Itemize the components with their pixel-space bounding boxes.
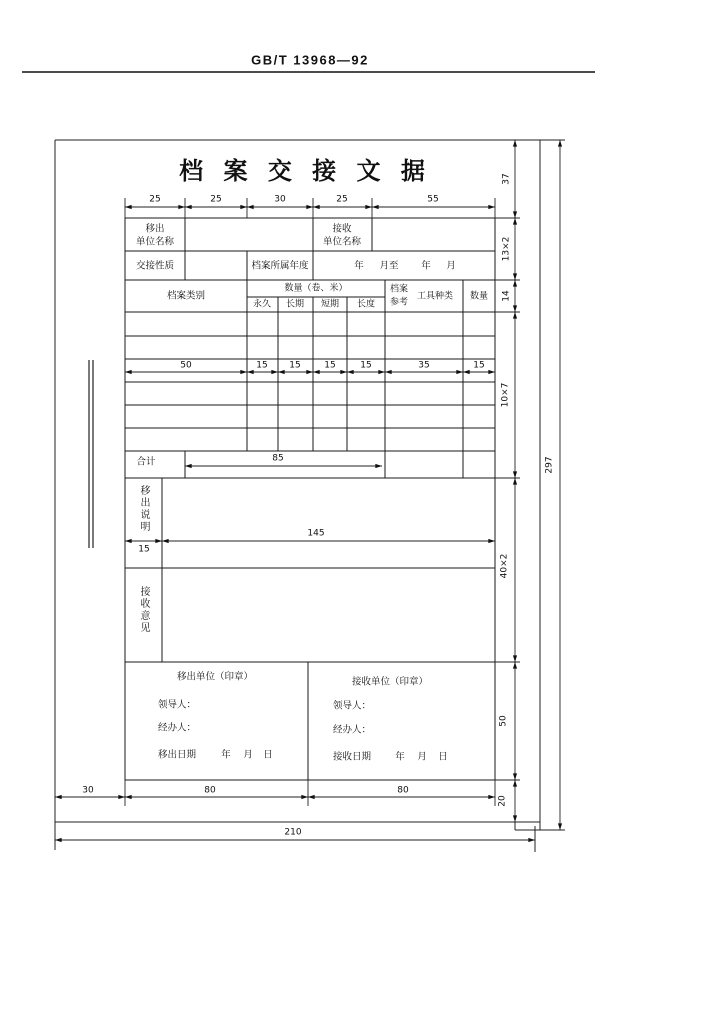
dimension-label-page-height: 297 xyxy=(544,456,555,474)
dimension-label-label-column: 15 xyxy=(138,544,150,555)
form-title: 档 案 交 接 文 据 xyxy=(179,157,431,185)
dimension-label-right: 13×2 xyxy=(501,236,512,262)
reference-tool-type-label: 工具种类 xyxy=(416,291,454,302)
receive-date-day: 日 xyxy=(438,751,448,763)
standard-number: GB/T 13968—92 xyxy=(251,52,369,68)
dimension-label-top: 25 xyxy=(336,194,348,205)
receive-unit-label-line2: 单位名称 xyxy=(322,236,362,248)
receive-handler-label: 经办人： xyxy=(333,724,372,736)
receive-date-month: 月 xyxy=(417,751,427,763)
dimension-label-right: 20 xyxy=(497,795,508,807)
transfer-unit-seal-heading: 移出单位（印章） xyxy=(176,671,254,683)
dimension-label-column: 35 xyxy=(418,360,430,371)
dimension-label-top: 25 xyxy=(210,194,222,205)
dimension-label-total-span: 85 xyxy=(272,453,284,464)
count-label: 数量 xyxy=(469,291,489,302)
archive-category-label: 档案类别 xyxy=(166,290,206,302)
dimension-label-page-width: 210 xyxy=(284,827,302,838)
quantity-label: 数量（卷、米） xyxy=(284,283,348,294)
receive-leader-label: 领导人： xyxy=(333,700,372,712)
total-label: 合计 xyxy=(136,456,156,468)
dimension-label-top: 30 xyxy=(274,194,286,205)
dimension-label-column: 15 xyxy=(289,360,301,371)
year-range-year-end: 年 xyxy=(421,260,431,272)
dimension-label-right: 14 xyxy=(501,290,512,302)
transfer-date-day: 日 xyxy=(263,749,273,761)
form-table-grid xyxy=(125,218,495,780)
retention-long-term-label: 长期 xyxy=(285,299,305,310)
reference-tool-label-line2: 参考 xyxy=(389,297,409,308)
receive-unit-seal-heading: 接收单位（印章） xyxy=(351,676,429,688)
page-frame xyxy=(55,140,565,852)
dimension-label-right: 10×7 xyxy=(500,382,511,408)
dimension-label-column: 15 xyxy=(324,360,336,371)
dimension-label-column: 15 xyxy=(256,360,268,371)
binding-marks xyxy=(89,360,93,548)
handover-nature-label: 交接性质 xyxy=(135,260,175,272)
transfer-date-year: 年 xyxy=(221,749,231,761)
retention-permanent-label: 永久 xyxy=(252,299,272,310)
archive-year-label: 档案所属年度 xyxy=(251,260,309,272)
dimension-label-column: 15 xyxy=(360,360,372,371)
dimension-label-right: 50 xyxy=(498,715,509,727)
receive-unit-label-line1: 接收 xyxy=(332,223,352,235)
dimension-label-note-width: 145 xyxy=(307,528,325,539)
transfer-leader-label: 领导人： xyxy=(158,699,197,711)
transfer-date-month: 月 xyxy=(243,749,253,761)
receive-date-label: 接收日期 xyxy=(333,751,372,763)
dimension-label-bottom: 80 xyxy=(204,785,216,796)
dimension-label-right: 40×2 xyxy=(499,553,510,579)
dimension-label-top: 55 xyxy=(427,194,439,205)
dimension-label-column: 50 xyxy=(180,360,192,371)
retention-short-term-label: 短期 xyxy=(320,299,340,310)
length-label: 长度 xyxy=(356,299,376,310)
reference-tool-label-line1: 档案 xyxy=(389,284,409,295)
receive-opinion-label: 接收意见 xyxy=(138,586,149,634)
receive-date-year: 年 xyxy=(395,751,405,763)
dimension-label-bottom: 80 xyxy=(397,785,409,796)
transfer-unit-label-line1: 移出 xyxy=(145,223,165,235)
transfer-date-label: 移出日期 xyxy=(158,749,197,761)
transfer-handler-label: 经办人： xyxy=(158,722,197,734)
dimension-label-column: 15 xyxy=(473,360,485,371)
year-range-month-to: 月至 xyxy=(379,260,399,272)
year-range-month-end: 月 xyxy=(446,260,456,272)
year-range-year-start: 年 xyxy=(354,260,364,272)
dimension-label-right: 37 xyxy=(501,173,512,185)
transfer-note-label: 移出说明 xyxy=(138,485,149,533)
dimension-label-top: 25 xyxy=(149,194,161,205)
dimension-label-bottom: 30 xyxy=(82,785,94,796)
transfer-unit-label-line2: 单位名称 xyxy=(135,236,175,248)
